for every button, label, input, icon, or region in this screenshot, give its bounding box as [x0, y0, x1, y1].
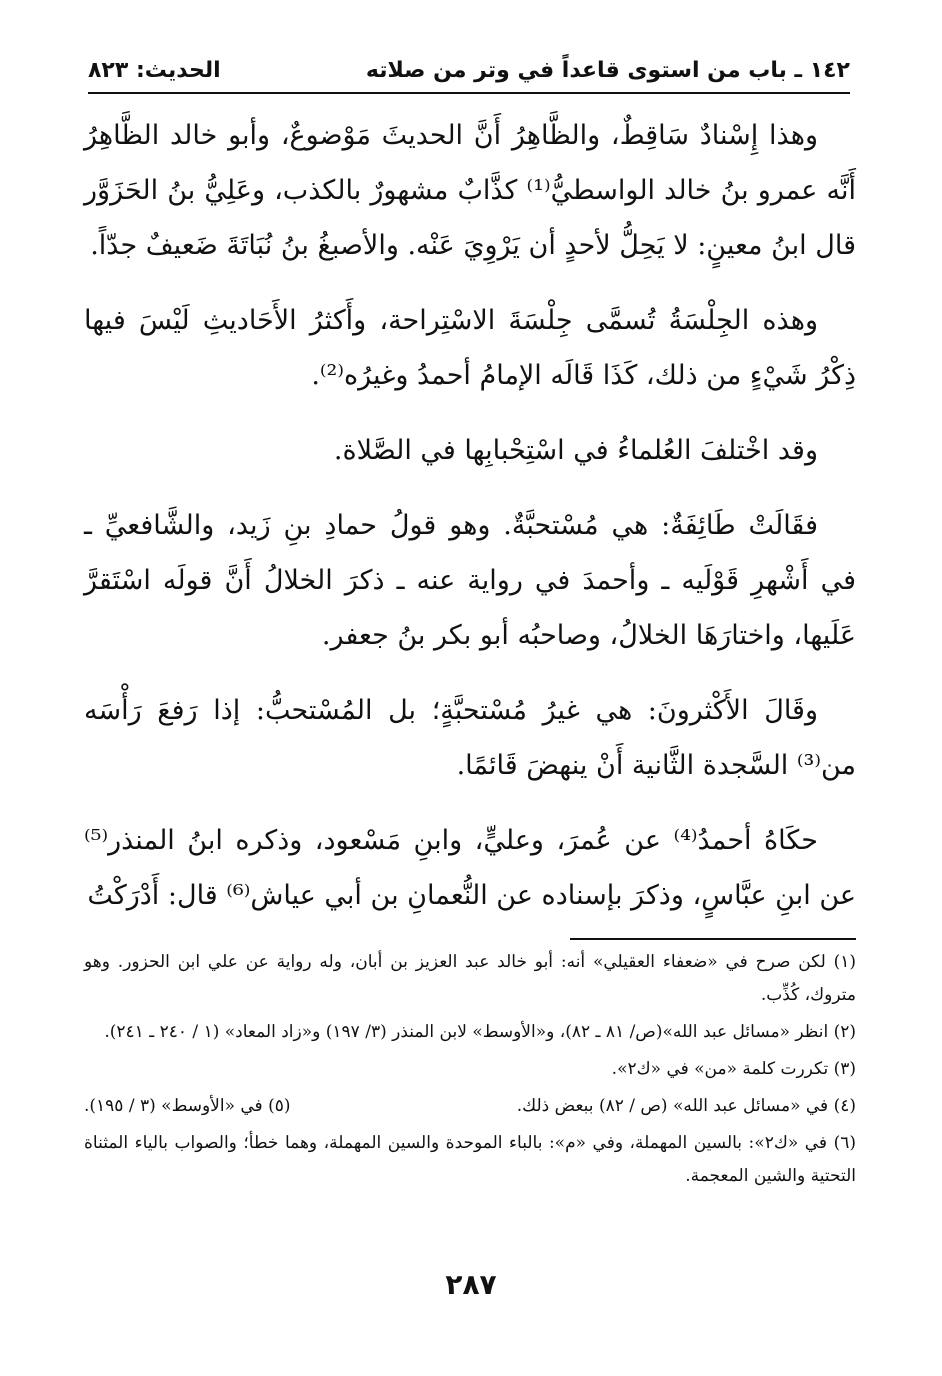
chapter-title: ١٤٢ ـ باب من استوى قاعداً في وتر من صلاته: [365, 58, 850, 83]
paragraph: وهذا إِسْنادٌ سَاقِطٌ، والظَّاهِرُ أَنَّ الحديثَ مَوْضوعٌ، وأبو خالد الظَّاهِرُ أَنَّه عمرو بنُ خالد الواسطيُّ⁽¹⁾ كذَّابٌ مشهورٌ بالكذب، وعَلِيُّ بنُ الحَزَوَّر قال ابنُ معينٍ: لا يَحِلُّ لأحدٍ أن يَرْوِيَ عَنْه. والأصبغُ بنُ نُبَاتَةَ ضَعيفٌ جدّاً.: [84, 120, 856, 261]
paragraph: وهذه الجِلْسَةُ تُسمَّى جِلْسَةَ الاسْتِراحة، وأَكثرُ الأَحَاديثِ لَيْسَ فيها ذِكْرُ شَيْءٍ من ذلك، كَذَا قَالَه الإمامُ أحمدُ وغيرُه⁽²⁾.: [84, 305, 856, 391]
footnote: (٢) انظر «مسائل عبد الله»(ص/ ٨١ ـ ٨٢)، و«الأوسط» لابن المنذر (٣/ ١٩٧) و«زاد المعاد» (١ / ٢٤٠ ـ ٢٤١).: [104, 1022, 856, 1042]
main-text: [84, 108, 856, 943]
footnote: (١) لكن صرح في «ضعفاء العقيلي» أنه: أبو خالد عبد العزيز بن أبان، وله رواية عن علي ابن الحزور. وهو متروك، كُذِّب.: [84, 952, 856, 1005]
footnote: (٣) تكررت كلمة «من» في «ك٢».: [611, 1059, 856, 1079]
footnote-row: [84, 1090, 856, 1123]
footnote: (٥) في «الأوسط» (٣ / ١٩٥).: [84, 1096, 291, 1116]
footnote: (٤) في «مسائل عبد الله» (ص / ٨٢) ببعض ذلك.: [516, 1096, 856, 1116]
page-number: ٢٨٧: [445, 1268, 497, 1301]
paragraph: وقد اخْتلفَ العُلماءُ في اسْتِحْبابِها في الصَّلاة.: [333, 435, 818, 466]
paragraph: وقَالَ الأَكْثرونَ: هي غيرُ مُسْتحبَّةٍ؛ بل المُسْتحبُّ: إذا رَفعَ رَأْسَه من⁽³⁾ السَّجدة الثَّانية أَنْ ينهضَ قَائمًا.: [84, 695, 856, 781]
footnote: (٦) في «ك٢»: بالسين المهملة، وفي «م»: بالباء الموحدة والسين المهملة، وهما خطأ؛ والصواب بالياء المثناة التحتية والشين المعجمة.: [84, 1133, 856, 1186]
paragraph: حكَاهُ أحمدُ⁽⁴⁾ عن عُمرَ، وعليٍّ، وابنِ مَسْعود، وذكره ابنُ المنذر⁽⁵⁾ عن ابنِ عبَّاسٍ، وذكرَ بإسناده عن النُّعمانِ بن أبي عياش⁽⁶⁾ قال: أَدْرَكْتُ: [84, 825, 856, 911]
footnote-separator: [570, 938, 856, 940]
paragraph: فقَالَتْ طَائِفَةٌ: هي مُسْتحبَّةٌ. وهو قولُ حمادِ بنِ زَيد، والشَّافعيِّ ـ في أَشْهرِ قَوْلَيه ـ وأحمدَ في رواية عنه ـ ذكرَ الخلالُ أَنَّ قولَه اسْتَقرَّ عَلَيها، واختارَهَا الخلالُ، وصاحبُه أبو بكر بنُ جعفر.: [84, 510, 856, 651]
running-header: [88, 52, 850, 94]
hadith-number: الحديث: ٨٢٣: [88, 58, 221, 83]
footnotes: [84, 946, 856, 1197]
